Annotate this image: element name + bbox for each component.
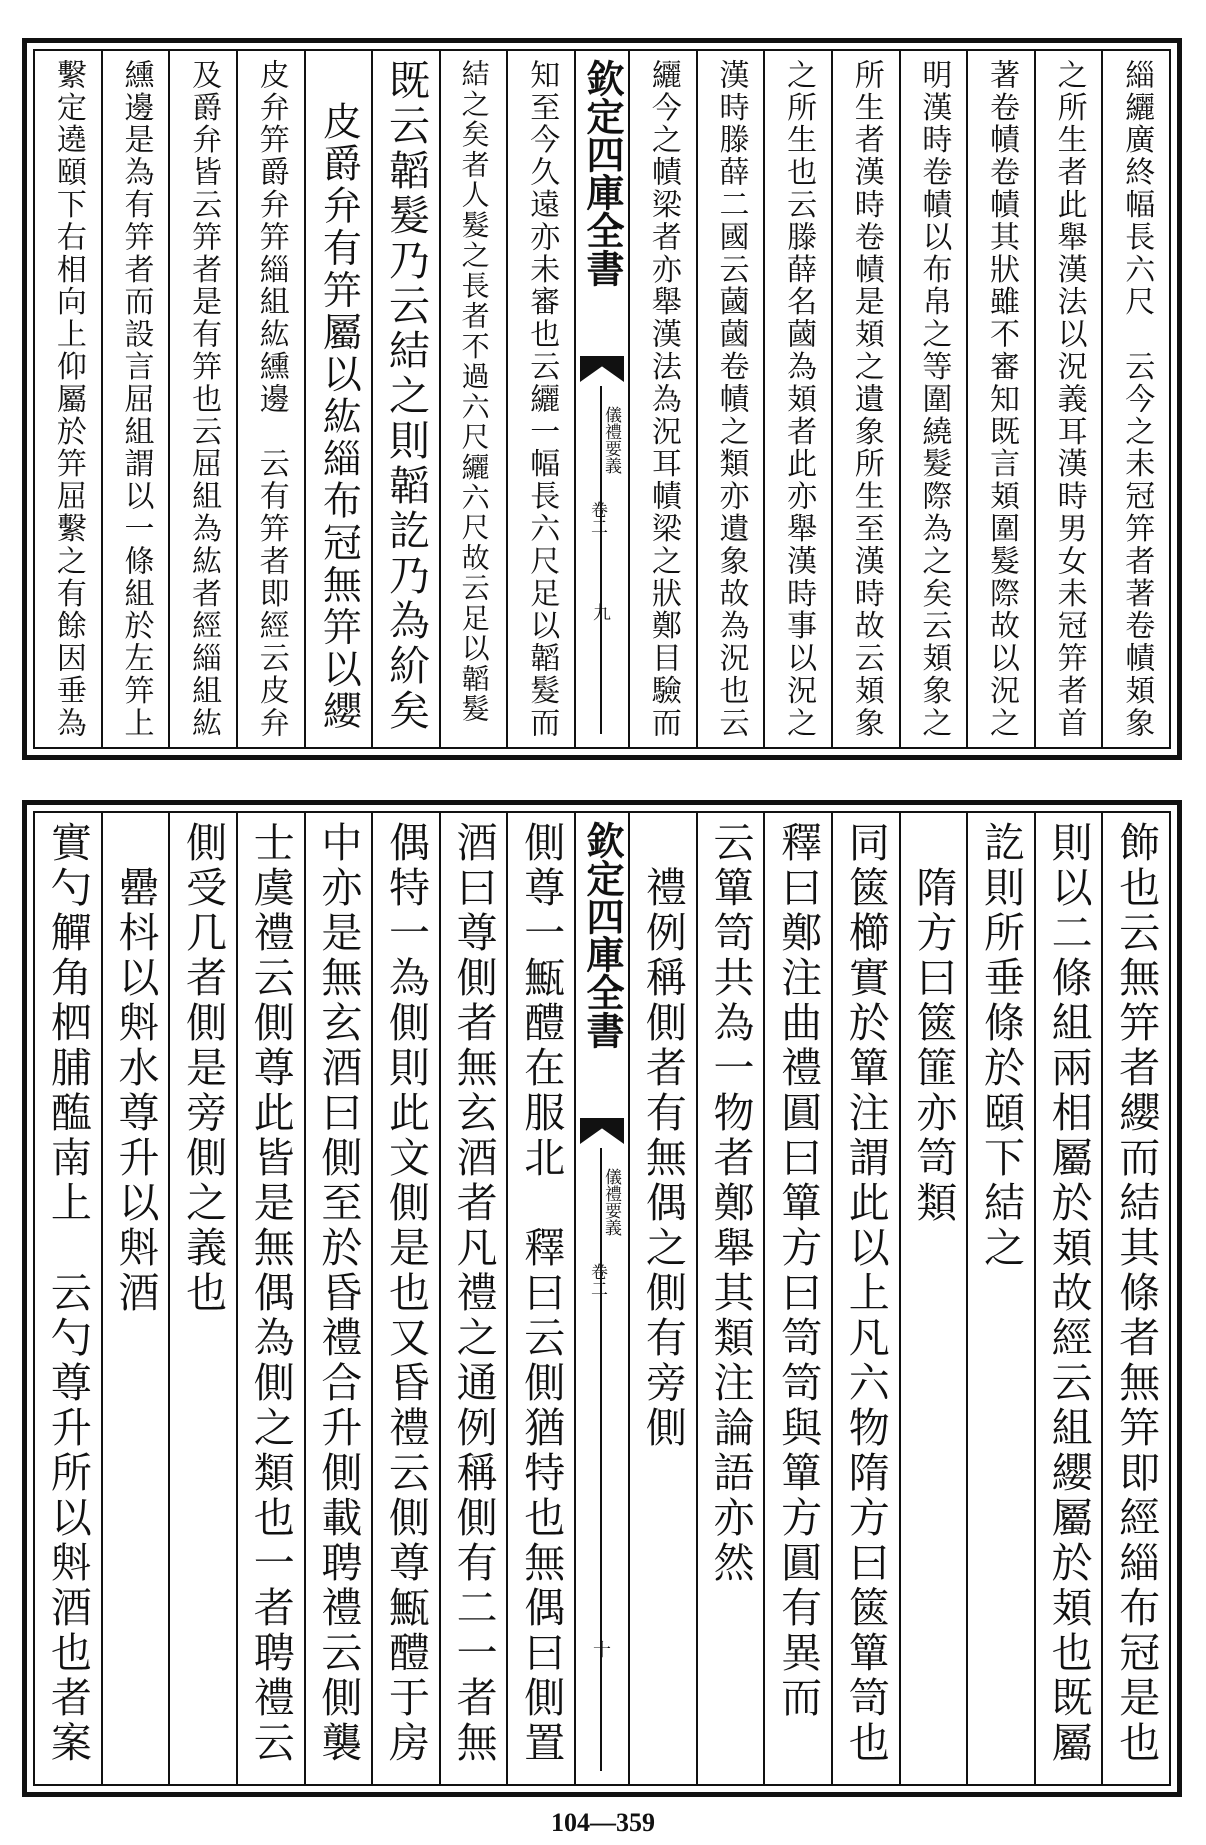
leaf-number: 九 — [593, 603, 611, 624]
text-column — [168, 51, 236, 747]
column-text: 漢時滕薛二國云蔮蔮卷幘之類亦遺象故為況也云 — [713, 59, 749, 740]
column-text: 緇纚廣終幅長六尺 云今之未冠笄者著卷幘頍象 — [1119, 59, 1155, 740]
column-text: 實勺觶角柶脯醢南上 云勺尊升所以斞酒也者案 — [43, 821, 92, 1766]
column-text: 皮弁笄爵弁笄緇組紘纁邊 云有笄者即經云皮弁 — [253, 59, 289, 740]
column-text: 隋方曰篋篚亦笥類 — [909, 821, 958, 1226]
column-text: 飾也云無笄者纓而結其條者無笄即經緇布冠是也 — [1112, 821, 1161, 1766]
column-text: 同篋櫛實於簞注謂此以上凡六物隋方曰篋簞笥也 — [841, 821, 890, 1766]
bottom-page — [22, 800, 1182, 1797]
column-text: 之所生也云滕薛名蔮為頍者此亦舉漢時事以況之 — [781, 59, 817, 740]
text-column — [1034, 813, 1102, 1784]
center-rule — [600, 1148, 602, 1771]
column-text: 纁邊是為有笄者而設言屈組謂以一條組於左笄上 — [118, 59, 154, 740]
page-number-footer: 104—359 — [551, 1808, 655, 1837]
text-column — [304, 813, 372, 1784]
text-column — [439, 51, 507, 747]
text-column — [236, 51, 304, 747]
center-fold-column — [574, 813, 628, 1784]
text-column — [506, 813, 574, 1784]
text-column — [628, 813, 696, 1784]
column-text: 所生者漢時卷幘是頍之遺象所生至漢時故云頍象 — [848, 59, 884, 740]
column-text: 云簞笥共為一物者鄭舉其類注論語亦然 — [706, 821, 755, 1586]
column-text: 繫定遶頤下右相向上仰屬於笄屈繫之有餘因垂為 — [50, 59, 86, 740]
column-text: 則以二條組兩相屬於頍故經云組纓屬於頍也既屬 — [1044, 821, 1093, 1766]
text-column — [371, 51, 439, 747]
text-column — [101, 813, 169, 1784]
column-text: 禮例稱側者有無偶之側有旁側 — [638, 821, 687, 1451]
text-column — [1101, 813, 1169, 1784]
text-column — [763, 51, 831, 747]
text-column — [35, 51, 101, 747]
text-column — [439, 813, 507, 1784]
text-column — [1034, 51, 1102, 747]
volume-label: 卷二 — [587, 1263, 607, 1297]
column-text: 偶特一為側則此文側是也又昏禮云側尊甒醴于房 — [381, 821, 430, 1766]
text-column — [628, 51, 696, 747]
text-column — [899, 51, 967, 747]
text-column — [304, 51, 372, 747]
text-column — [371, 813, 439, 1784]
book-title: 欽定四庫全書 — [580, 821, 625, 1049]
text-column — [696, 51, 764, 747]
column-text: 皮爵弁有笄屬以紘緇布冠無笄以纓 — [316, 59, 362, 733]
fishtail-mark — [580, 356, 624, 382]
center-fold-column — [574, 51, 628, 747]
column-text: 及爵弁皆云笄者是有笄也云屈組為紘者經緇組紘 — [186, 59, 222, 740]
text-column — [899, 813, 967, 1784]
column-text: 纚今之幘梁者亦舉漢法為況耳幘梁之狀鄭目驗而 — [645, 59, 681, 740]
column-text: 酒曰尊側者無玄酒者凡禮之通例稱側有二一者無 — [449, 821, 498, 1766]
text-column — [101, 51, 169, 747]
column-text: 訖則所垂條於頤下結之 — [976, 821, 1025, 1271]
text-column — [168, 813, 236, 1784]
top-page — [22, 38, 1182, 760]
text-column — [1101, 51, 1169, 747]
column-text: 著卷幘卷幘其狀雖不審知既言頍圍髮際故以況之 — [983, 59, 1019, 740]
volume-label: 卷二 — [587, 501, 607, 535]
column-text: 側尊一甒醴在服北 釋曰云側猶特也無偶曰側置 — [517, 821, 566, 1766]
book-subtitle: 儀禮要義 — [601, 406, 621, 474]
column-text: 側受几者側是旁側之義也 — [179, 821, 228, 1316]
text-column — [236, 813, 304, 1784]
fishtail-mark — [580, 1118, 624, 1144]
book-subtitle: 儀禮要義 — [601, 1168, 621, 1236]
column-text: 釋曰鄭注曲禮圓曰簞方曰笥笥與簞方圓有異而 — [774, 821, 823, 1721]
text-column — [966, 813, 1034, 1784]
column-text: 結之矣者人髮之長者不過六尺纚六尺故云足以韜髮 — [457, 59, 491, 725]
column-text: 明漢時卷幘以布帛之等圍繞髮際為之矣云頍象之 — [916, 59, 952, 740]
column-text: 既云韜髮乃云結之則韜訖乃為紒矣 — [381, 59, 430, 734]
column-text: 之所生者此舉漢法以況義耳漢時男女未冠笄者首 — [1051, 59, 1087, 740]
text-column — [831, 813, 899, 1784]
column-text: 罍枓以斞水尊升以斞酒 — [111, 821, 160, 1316]
text-column — [763, 813, 831, 1784]
column-text: 士虞禮云側尊此皆是無偶為側之類也一者聘禮云 — [246, 821, 295, 1766]
book-title: 欽定四庫全書 — [580, 59, 625, 287]
text-column — [35, 813, 101, 1784]
column-text: 中亦是無玄酒曰側至於昏禮合升側載聘禮云側襲 — [314, 821, 363, 1766]
column-text: 知至今久遠亦未審也云纚一幅長六尺足以韜髮而 — [524, 59, 560, 740]
text-column — [831, 51, 899, 747]
leaf-number: 十 — [593, 1640, 611, 1661]
bottom-page-columns — [33, 811, 1171, 1786]
text-column — [696, 813, 764, 1784]
top-page-columns — [33, 49, 1171, 749]
text-column — [506, 51, 574, 747]
text-column — [966, 51, 1034, 747]
